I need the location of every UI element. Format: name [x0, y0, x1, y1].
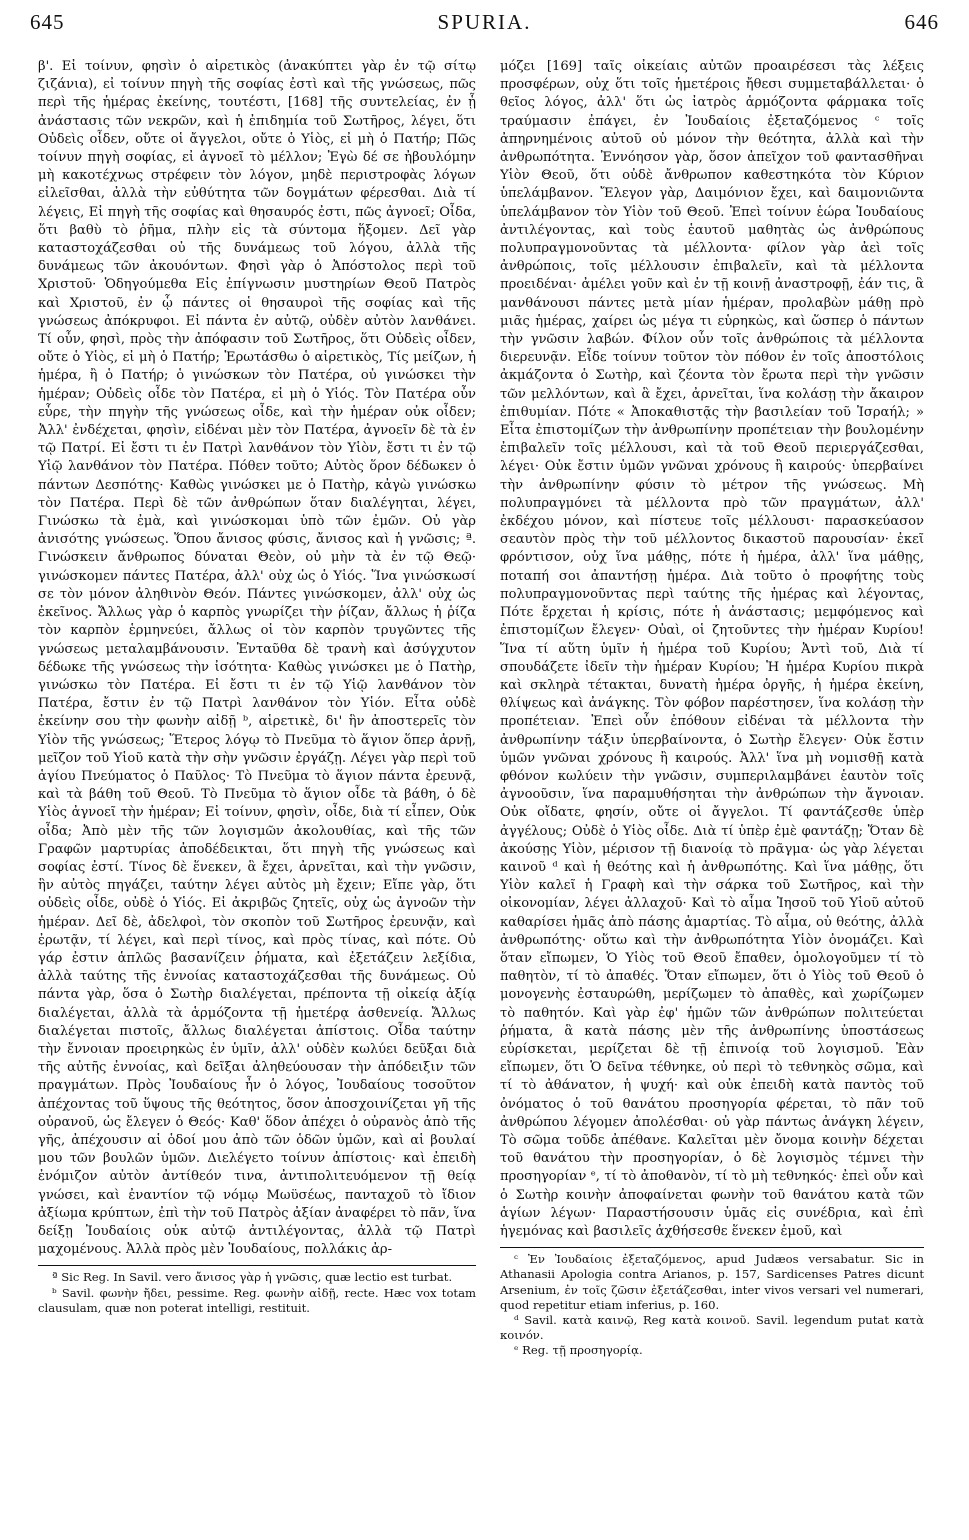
right-column-text: μόζει [169] ταῖς οἰκείαις αὐτῶν προαιρέσεσι τὰς λέξεις προσφέρων, οὐχ ὅτι τοῖς ἡμετέροις ἤθεσι συμμεταβάλλεται· ὁ θεῖος λόγος, ἀλλ' ὅτι ὡς ἰατρὸς ἁρμόζοντα φάρμακα τοῖς τραύμασιν ἐπάγει, ἐν Ἰουδαίοις ἐξεταζόμενος ᶜ τοῖς ἀπηρνημένοις αὐτοῦ οὐ μόνον τὴν θεότητα, ἀλλὰ καὶ τὴν ἀνθρωπότητα. Ἐννόησον γὰρ, ὅσον ἀπεῖχον τοῦ φαντασθῆναι Υἱὸν Θεοῦ, ὅτι οὐδὲ ἄνθρωπον καθεστηκότα τὸν Κύριον ὑπελάμβανον. Ἔλεγον γὰρ, Δαιμόνιον ἔχει, καὶ δαιμονιῶντα ὑπελάμβανον τὸν Υἱὸν τοῦ Θεοῦ. Ἐπεὶ τοίνυν ἑώρα Ἰουδαίους ἀντιλέγοντας, καὶ τοὺς ἑαυτοῦ μαθητὰς ὡς ἀνθρώπους πολυπραγμονοῦντας τὰ μέλλοντα· φίλον γὰρ ἀεὶ τοῖς ἀνθρώποις, τοῖς μέλλουσιν ἐπιβαλεῖν, καὶ τὰ μέλλοντα προειδέναι· ἀμέλει γοῦν καὶ ἐν τῇ κοινῇ ἀναστροφῇ, ἐάν τις, ἃ μανθάνουσι πάντες μετὰ μίαν ἡμέραν, προλαβὼν μάθῃ πρὸ μιᾶς ἡμέρας, χαίρει ὡς μέγα τι εὑρηκὼς, καὶ ὥσπερ ὁ πάντων τὴν γνῶσιν λαβών. Φίλον οὖν τοῖς ἀνθρώποις τὰ μέλλοντα διερευνᾷν. Εἶδε τοίνυν τοῦτον τὸν πόθον ἐν τοῖς ἀποστόλοις ἀκμάζοντα ὁ Σωτὴρ, καὶ ζέοντα τὸν ἔρωτα περὶ τὴν γνῶσιν τῶν μελλόντων, καὶ ἃ ἔχει, ἀρνεῖται, ἵνα κολάσῃ τὴν ἄκαιρον ἐπιθυμίαν. Πότε « Ἀποκαθιστᾷς τὴν βασιλείαν τοῦ Ἰσραήλ; » Εἶτα ἐπιστομίζων τὴν ἀνθρωπίνην προπέτειαν τὴν βουλομένην ἐπιβαλεῖν τοῖς μέλλουσι, καὶ τὰ τοῦ Θεοῦ περιεργάζεσθαι, λέγει· Οὐκ ἔστιν ὑμῶν γνῶναι χρόνους ἢ καιρούς· ὑπερβαίνει τὴν ἀνθρωπίνην φύσιν τὸ μέτρον τῆς γνώσεως. Μὴ πολυπραγμόνει τὰ μέλλοντα πρὸ τῶν πραγμάτων, ἀλλ' ἐκδέχου μόνον, καὶ πίστευε τοῖς μέλλουσι· παρασκεύασον σεαυτὸν πρὸς τὴν τοῦ μέλλοντος δικαστοῦ παρουσίαν· ἐκεῖ φρόντισον, οὐχ ἵνα μάθῃς, πότε ἡ ἡμέρα, ἀλλ' ἵνα μάθῃς, ποταπή σοι ἀπαντήσῃ ἡμέρα. Διὰ τοῦτο ὁ προφήτης τοὺς πολυπραγμονοῦντας περὶ ταύτης τῆς ἡμέρας καὶ λέγοντας, Πότε ἔρχεται ἡ κρίσις, πότε ἡ ἀνάστασις; μεμφόμενος καὶ ἐπιστομίζων ἔλεγεν· Οὐαὶ, οἱ ζητοῦντες τὴν ἡμέραν Κυρίου! Ἵνα τί αὕτη ὑμῖν ἡ ἡμέρα τοῦ Κυρίου; Ἀντὶ τοῦ, Διὰ τί σπουδάζετε ἰδεῖν τὴν ἡμέραν Κυρίου; Ἡ ἡμέρα Κυρίου πικρὰ καὶ σκληρὰ τέτακται, δυνατὴ ἡμέρα ὀργῆς, ἡ ἡμέρα ἐκείνη, θλίψεως καὶ ἀνάγκης. Τὸν φόβον παρέστησεν, ἵνα κολάσῃ τὴν προπέτειαν. Ἐπεὶ οὖν ἐπόθουν εἰδέναι τὰ μέλλοντα τὴν ἀνθρωπίνην τάξιν ὑπερβαίνοντα, ὁ Σωτὴρ ἔλεγεν· Οὐκ ἔστιν ὑμῶν γνῶναι χρόνους ἢ καιρούς. Ἀλλ' ἵνα μὴ νομισθῇ κατὰ φθόνον κωλύειν τὴν γνῶσιν, συμπεριλαμβάνει ἑαυτὸν τοῖς ἀγνοοῦσιν, ἵνα παραμυθήσηται τὴν ἀνθρώπων τὴν ἄγνοιαν. Οὐκ οἴδατε, φησίν, οὔτε οἱ ἄγγελοι. Τί φαντάζεσθε ὑπὲρ ἀγγέλους; Οὐδὲ ὁ Υἱὸς οἶδε. Διὰ τί ὑπὲρ ἐμὲ φαντάζῃ; Ὅταν δὲ ἀκούσῃς Υἱὸν, μέρισον τῇ διανοίᾳ τὸ πρᾶγμα· ὡς γὰρ λέγεται καινοῦ ᵈ καὶ ἡ θεότης καὶ ἡ ἀνθρωπότης. Καὶ ἵνα μάθῃς, ὅτι Υἱὸν καλεῖ ἡ Γραφὴ καὶ τὴν σάρκα τοῦ Σωτῆρος, καὶ τὴν οἰκονομίαν, λέγει ἀλλαχοῦ· Καὶ τὸ αἷμα Ἰησοῦ τοῦ Υἱοῦ αὐτοῦ καθαρίσει ἡμᾶς ἀπὸ πάσης ἁμαρτίας. Τὸ αἷμα, οὐ θεότης, ἀλλὰ ἀνθρωπότης· οὕτω καὶ τὴν ἀνθρωπότητα Υἱὸν ὀνομάζει. Καὶ ὅταν εἴπωμεν, Ὁ Υἱὸς τοῦ Θεοῦ ἔπαθεν, ὁμολογοῦμεν τί τὸ παθητὸν, τί τὸ ἀπαθές. Ὅταν εἴπωμεν, ὅτι ὁ Υἱὸς τοῦ Θεοῦ ὁ μονογενὴς ἐσταυρώθη, μερίζωμεν τὸ ἀπαθὲς, καὶ χωρίζωμεν τὸ παθητόν. Καὶ γὰρ ἐφ' ἡμῶν τῶν ἀνθρώπων πολιτεύεται ῥήματα, ἃ κατὰ πάσης μὲν τῆς ἀνθρωπίνης ὑποστάσεως εὑρίσκεται, μερίζεται δὲ τῇ ἐπινοίᾳ τοῦ λογισμοῦ. Ἐὰν εἴπωμεν, ὅτι Ὁ δεῖνα τέθνηκε, οὐ περὶ τὸ τεθνηκὸς σῶμα, καὶ τί τὸ ἀθάνατον, ἡ ψυχή· καὶ οὐκ ἐπειδὴ κατὰ παντὸς τοῦ ὀνόματος ὁ τοῦ θανάτου προσηγορία φέρεται, τὸ πᾶν τοῦ ἀνθρώπου λέγομεν ἀπολέσθαι· οὐ γὰρ πάντως ἀνάγκη λέγειν, Τὸ σῶμα τοῦδε ἀπέθανε. Καλεῖται μὲν ὄνομα κοινὴν δέχεται τοῦ θανάτου τὴν προσηγορίαν, ὁ δὲ λογισμὸς τέμνει τὴν προσηγορίαν ᵉ, τί τὸ ἀποθανὸν, τί τὸ μὴ τεθνηκός· ἐπεὶ οὖν καὶ ὁ Σωτὴρ κοινὴν ἀποφαίνεται φωνὴν τοῦ θανάτου κατὰ τῶν ἁγίων λέγων· Παραστήσουσιν ὑμᾶς εἰς συνέδρια, καὶ ἐπὶ ἡγεμόνας καὶ βασιλεῖς ἀχθήσεσθε ἕνεκεν ἐμοῦ, καὶ [500, 59, 924, 1239]
page-header [30, 8, 939, 40]
right-footnotes [500, 1252, 924, 1358]
footnote-b: ᵇ Savil. φωνὴν ἤδει, pessime. Reg. φωνὴν αἰδῇ, recte. Hæc vox totam clausulam, quæ non poterat intelligi, restituit. [38, 1285, 476, 1315]
footnote-d: ᵈ Savil. κατὰ καινῷ, Reg κατὰ κοινοῦ. Savil. legendum putat κατὰ κοινόν. [500, 1313, 924, 1343]
running-head: SPURIA. [437, 10, 532, 34]
right-footnote-rule [500, 1247, 924, 1248]
footnote-c: ᶜ Ἐν Ἰουδαίοις ἐξεταζόμενος, apud Judæos versabatur. Sic in Athanasii Apologia contra Arianos, p. 157, Sardicenses Patres dicunt Arsenium, ἐν τοῖς ζῶσιν ἐξετάζεσθαι, inter vivos versari vel numerari, quod repetitur etiam inferius, p. 160. [500, 1252, 924, 1312]
right-column [500, 58, 924, 1523]
left-footnotes [38, 1270, 476, 1316]
left-page-number: 645 [30, 10, 65, 34]
right-page-number: 646 [904, 10, 939, 34]
left-column [38, 58, 476, 1523]
left-column-text: β'. Εἰ τοίνυν, φησὶν ὁ αἱρετικὸς (ἀνακύπτει γὰρ ἐν τῷ σίτῳ ζιζάνια), εἰ τοίνυν πηγὴ τῆς σοφίας ἐστὶ καὶ τῆς γνώσεως, πῶς περὶ τῆς ἡμέρας ἐκείνης, τουτέστι, [168] τῆς συντελείας, ἐν ᾗ ἀνάστασις τῶν νεκρῶν, καὶ ἡ ἐπιδημία τοῦ Σωτῆρος, λέγει, ὅτι Οὐδεὶς οἶδεν, οὔτε οἱ ἄγγελοι, οὔτε ὁ Υἱὸς, εἰ μὴ ὁ Πατήρ; Πῶς τοίνυν πηγὴ σοφίας, εἰ ἀγνοεῖ τὸ μέλλον; Ἐγὼ δέ σε ἠβουλόμην μὴ κακοτέχνως στρέφειν τὸν λόγον, μηδὲ περιστροφὰς λόγων εἰλεῖσθαι, ἀλλὰ τὴν εὐθύτητα τῶν δογμάτων φέρεσθαι. Διὰ τί λέγεις, Εἰ πηγὴ τῆς σοφίας καὶ θησαυρός ἐστι, πῶς ἀγνοεῖ; Οἶδα, ὅτι βαθὺ τὸ ῥῆμα, πλὴν εἰς τὰ σύντομα ἥξομεν. Δεῖ γὰρ καταστοχάζεσθαι οὐ τῆς δυνάμεως τοῦ λόγου, ἀλλὰ τῆς δυνάμεως τῶν ἀκουόντων. Φησὶ γὰρ ὁ Ἀπόστολος περὶ τοῦ Χριστοῦ· Ὁδηγούμεθα Εἰς ἐπίγνωσιν μυστηρίων Θεοῦ Πατρὸς καὶ Χριστοῦ, ἐν ᾧ πάντες οἱ θησαυροὶ τῆς σοφίας καὶ τῆς γνώσεως ἀπόκρυφοι. Εἰ πάντα ἐν αὐτῷ, οὐδὲν αὐτὸν λανθάνει. Τί οὖν, φησὶ, πρὸς τὴν ἀπόφασιν τοῦ Σωτῆρος, ὅτι Οὐδεὶς οἶδεν, οὔτε ὁ Υἱὸς, εἰ μὴ ὁ Πατήρ; Ἐρωτάσθω ὁ αἱρετικὸς, Τίς μείζων, ἡ ἡμέρα, ἢ ὁ Πατήρ; ὁ γινώσκων τὸν Πατέρα, οὐ γινώσκει τὴν ἡμέραν; Οὐδεὶς οἶδε τὸν Πατέρα, εἰ μὴ ὁ Υἱός. Τὸν Πατέρα οὖν εὗρε, τὴν πηγὴν τῆς γνώσεως οἶδε, καὶ τὴν ἡμέραν οὐκ οἶδεν; Ἀλλ' ἐνδέχεται, φησὶν, εἰδέναι μὲν τὸν Πατέρα, ἀγνοεῖν δὲ τὰ ἐν τῷ Πατρί. Εἰ ἔστι τι ἐν Πατρὶ λανθάνον τὸν Υἱὸν, ἔστι τι ἐν τῷ Υἱῷ λανθάνον τὸν Πατέρα. Πόθεν τοῦτο; Αὐτὸς ὅρον δέδωκεν ὁ πάντων Δεσπότης· Καθὼς γινώσκει με ὁ Πατὴρ, κἀγὼ γινώσκω τὸν Πατέρα. Περὶ δὲ τῶν ἀνθρώπων ὅταν διαλέγηται, λέγει, Γινώσκω τὰ ἐμὰ, καὶ γινώσκομαι ὑπὸ τῶν ἐμῶν. Οὐ γὰρ ἀνισότης γνώσεως. Ὅπου ἄνισος φύσις, ἄνισος καὶ ἡ γνῶσις; ª. Γινώσκειν ἄνθρωπος δύναται Θεὸν, οὐ μὴν τὰ ἐν τῷ Θεῷ· γινώσκομεν πάντες Πατέρα, ἀλλ' οὐχ ὡς ὁ Υἱός. Ἵνα γινώσκωσί σε τὸν μόνον ἀληθινὸν Θεόν. Πάντες γινώσκομεν, ἀλλ' οὐχ ὡς ἐκεῖνος. Ἄλλως γὰρ ὁ καρπὸς γνωρίζει τὴν ῥίζαν, ἄλλως ἡ ῥίζα τὸν καρπὸν ἑρμηνεύει, ἄλλως οἱ τὸν καρπὸν τρυγῶντες τῆς γνώσεως μεταλαμβάνουσιν. Ἐνταῦθα δὲ τρανὴ καὶ ἀσύγχυτον δέδωκε τῆς γνώσεως τὴν ἰσότητα· Καθὼς γινώσκει με ὁ Πατὴρ, γινώσκω τὸν Πατέρα. Εἰ ἔστι τι ἐν τῷ Υἱῷ λανθάνον τὸν Πατέρα, ἔστιν ἐν τῷ Πατρὶ λανθάνον τὸν Υἱόν. Εἶτα οὐδὲ ἐκείνην σου τὴν φωνὴν αἰδῇ ᵇ, αἱρετικὲ, δι' ἣν ἀποστερεῖς τὸν Υἱὸν τῆς γνώσεως; Ἕτερος λόγῳ τὸ Πνεῦμα τὸ ἅγιον ὅπερ ἀρνῇ, μεῖζον τοῦ Υἱοῦ κατὰ τὴν σὴν γνῶσιν ἐργάζῃ. Λέγει γὰρ περὶ τοῦ ἁγίου Πνεύματος ὁ Παῦλος· Τὸ Πνεῦμα τὸ ἅγιον πάντα ἐρευνᾷ, καὶ τὰ βάθη τοῦ Θεοῦ. Τὸ Πνεῦμα τὸ ἅγιον οἶδε τὰ βάθη, ὁ δὲ Υἱὸς ἀγνοεῖ τὴν ἡμέραν; Εἰ τοίνυν, φησὶν, οἶδε, διὰ τί εἶπεν, Οὐκ οἶδα; Ἀπὸ μὲν τῆς τῶν λογισμῶν ἀκολουθίας, καὶ τῆς τῶν Γραφῶν μαρτυρίας ἀποδέδεικται, ὅτι πηγὴ τῆς γνώσεως καὶ σοφίας ἐστί. Τίνος δὲ ἕνεκεν, ἃ ἔχει, ἀρνεῖται, καὶ τὴν γνῶσιν, ἣν αὐτὸς πηγάζει, ταύτην λέγει αὐτὸς μὴ ἔχειν; Εἴπε γὰρ, ὅτι οὐδεὶς οἶδε, οὐδὲ ὁ Υἱός. Εἰ ἀκριβῶς ζητεῖς, οὐχ ὡς ἀγνοῶν τὴν ἡμέραν. Δεῖ δὲ, ἀδελφοὶ, τὸν σκοπὸν τοῦ Σωτῆρος ἐρευνᾷν, καὶ ἐρωτᾷν, τί λέγει, καὶ περὶ τίνος, καὶ πρὸς τίνας, καὶ πότε. Οὐ γάρ ἐστιν ἁπλῶς βασανίζειν ῥήματα, καὶ ἐξετάζειν λεξίδια, ἀλλὰ ταύτης τῆς ἐννοίας καταστοχάζεσθαι τῆς δυνάμεως. Οὐ πάντα γὰρ, ὅσα ὁ Σωτὴρ διαλέγεται, πρέποντα τῇ οἰκείᾳ ἀξίᾳ διαλέγεται, ἀλλὰ τὰ ἁρμόζοντα τῇ ἡμετέρᾳ ἀσθενείᾳ. Ἄλλως διαλέγεται πιστοῖς, ἄλλως διαλέγεται ἀπίστοις. Οἶδα ταύτην τὴν ἔννοιαν προειρηκὼς ἐν ὑμῖν, ἀλλ' οὐδὲν κωλύει δεῦξαι διὰ τῆς αὐτῆς ἐννοίας, καὶ δεῖξαι ἀληθεύουσαν τὴν ἀπόδειξιν τῶν πραγμάτων. Πρὸς Ἰουδαίους ἦν ὁ λόγος, Ἰουδαίους τοσοῦτον ἀπέχοντας τοῦ ὕψους τῆς θεότητος, ὅσον ἀποσχοινίζεται γῆ τῆς οὐρανοῦ, ὡς ἔλεγεν ὁ Θεός· Καθ' ὅδον ἀπέχει ὁ οὐρανὸς ἀπὸ τῆς γῆς, ἀπέχουσιν αἱ ὁδοί μου ἀπὸ τῶν ὁδῶν ὑμῶν, καὶ αἱ βουλαί μου τῶν βουλῶν ὑμῶν. Διελέγετο τοίνυν ἀπίστοις· καὶ ἐπειδὴ ἐνόμιζον αὐτὸν ἀντίθεόν τινα, ἀντιπολιτευόμενον τῇ θείᾳ γνώσει, καὶ ἐναντίον τῷ νόμῳ Μωϋσέως, πανταχοῦ τὸ ἴδιον ἀξίωμα κρύπτων, ἐπὶ τὴν τοῦ Πατρὸς ἀξίαν ἀναφέρει τὸ πᾶν, ἵνα δείξῃ Ἰουδαίοις οὐκ αὐτῷ ἀντιλέγοντας, ἀλλὰ τῷ Πατρὶ μαχομένους. Ἀλλὰ πρὸς μὲν Ἰουδαίους, πολλάκις ἀρ- [38, 59, 476, 1258]
footnote-a: ª Sic Reg. In Savil. vero ἄνισος γὰρ ἡ γνῶσις, quæ lectio est turbat. [52, 1270, 453, 1285]
left-footnote-rule [38, 1265, 476, 1266]
footnote-e: ᵉ Reg. τῇ προσηγορίᾳ. [514, 1343, 643, 1358]
